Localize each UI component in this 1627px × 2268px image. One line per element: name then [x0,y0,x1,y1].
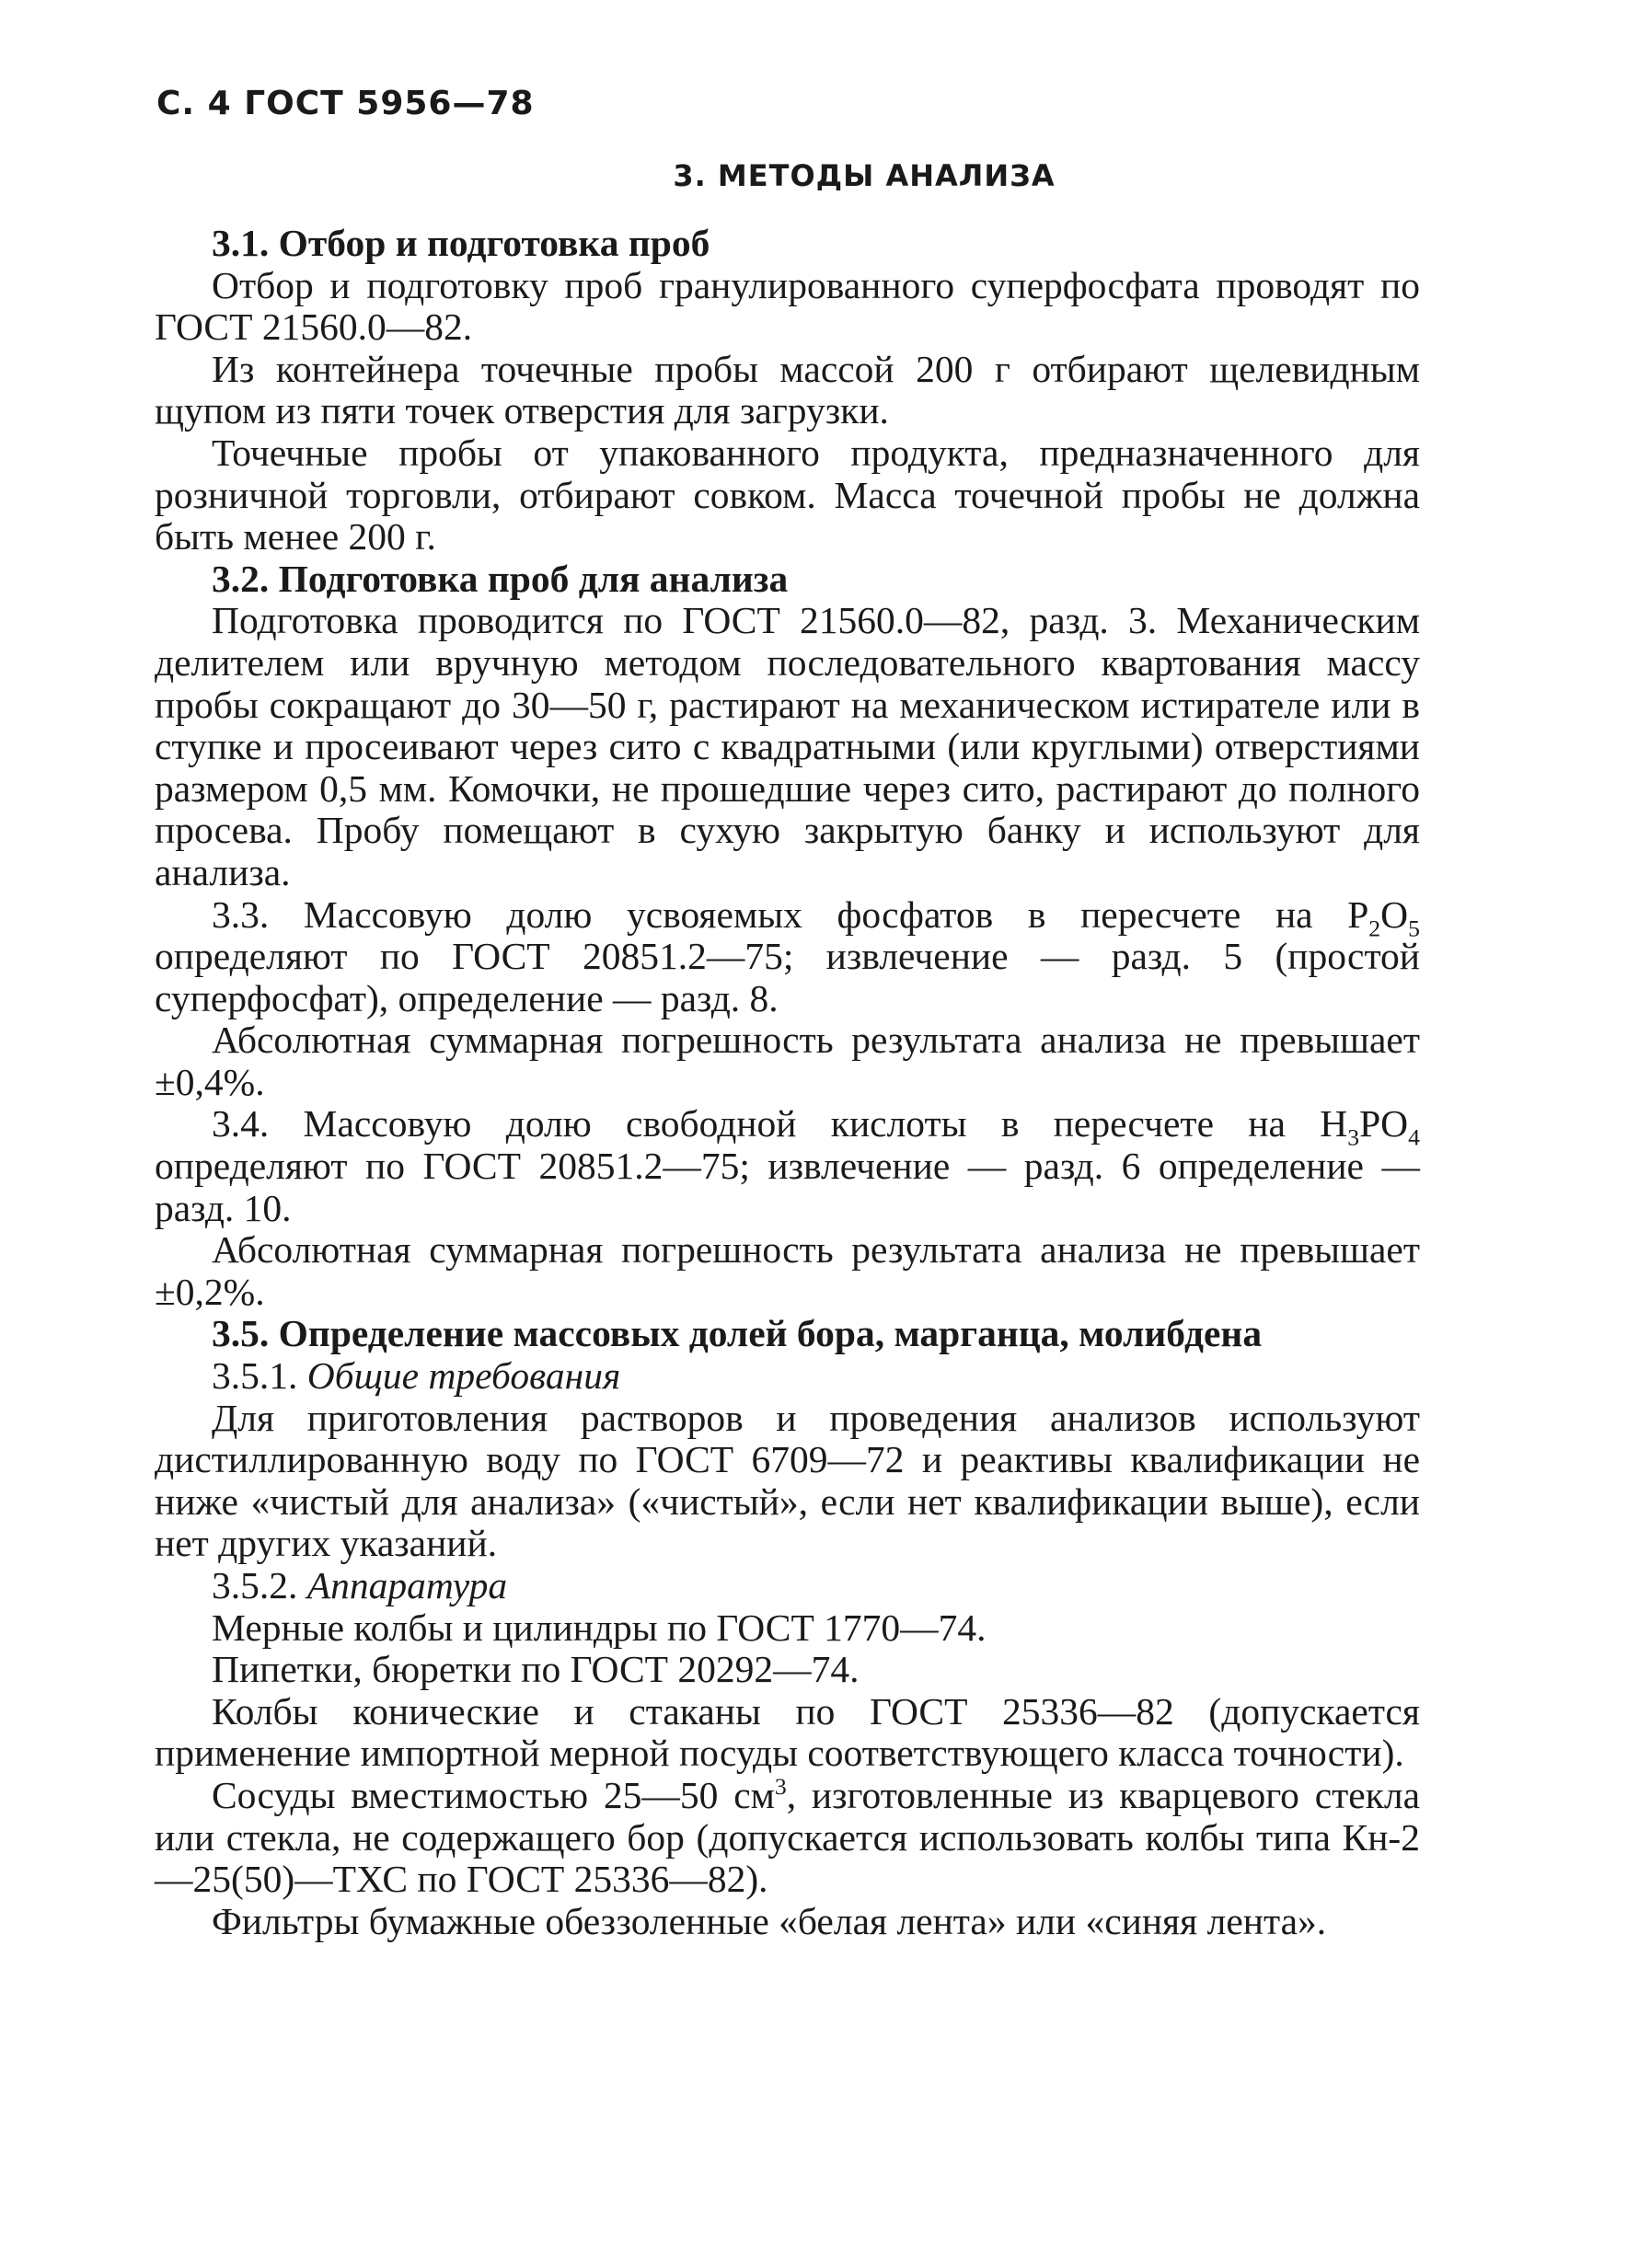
text-run: 3.3. Массовую долю усвояемых фосфатов в пересчете на P [212,892,1369,936]
section-title: 3. МЕТОДЫ АНАЛИЗА [673,158,1056,193]
paragraph: Абсолютная суммарная погрешность результата анализа не превышает ±0,2%. [155,1228,1420,1313]
subscript: 5 [1408,914,1420,941]
subscript: 2 [1368,914,1381,941]
paragraph: Мерные колбы и цилиндры по ГОСТ 1770—74. [212,1606,987,1649]
paragraph: Отбор и подготовку проб гранулированного суперфосфата проводят по ГОСТ 21560.0—82. [155,263,1420,349]
text-run: , изготовленные из кварцевого стекла или стекла, не содержащего бор (допускается использовать колбы типа Кн-2—25(50)—ТХС по ГОСТ 25336—82). [155,1773,1420,1901]
clause-number: 3.5.1. [212,1354,307,1398]
clause-3-5-heading: 3.5. Определение массовых долей бора, марганца, молибдена [212,1312,1263,1355]
text-run: определяют по ГОСТ 20851.2—75; извлечение — разд. 6 определение — разд. 10. [155,1145,1420,1229]
clause-title: Аппаратура [306,1564,508,1606]
text-run: Сосуды вместимостью 25—50 см [212,1773,775,1816]
clause-3-2-heading: 3.2. Подготовка проб для анализа [212,557,789,600]
subscript: 3 [1347,1123,1360,1151]
clause-3-3 [155,894,1420,1020]
paragraph: Для приготовления растворов и проведения анализов используют дистиллированную воду по ГОСТ 6709—72 и реактивы квалификации не ниже «чистый для анализа» («чистый», если нет квалификации выше), если нет других указаний. [155,1396,1420,1565]
running-head: С. 4 ГОСТ 5956—78 [156,85,535,122]
paragraph: Колбы конические и стаканы по ГОСТ 25336—82 (допускается применение импортной мерной посуды соответствующего класса точности). [155,1689,1420,1775]
text-run: O [1380,892,1409,936]
text-run: PO [1359,1102,1409,1146]
paragraph: Подготовка проводится по ГОСТ 21560.0—82, разд. 3. Механическим делителем или вручную методом последовательного квартования массу пробы сокращают до 30—50 г, растирают на механическом истирателе или в ступке и просеивают через сито с квадратными (или круглыми) отверстиями размером 0,5 мм. Комочки, не прошедшие через сито, растирают до полного просева. Пробу помещают в сухую закрытую банку и используют для анализа. [155,599,1420,893]
clause-3-5-2-heading [155,1565,1420,1607]
subscript: 4 [1408,1123,1420,1151]
clause-3-5-1-heading [155,1355,1420,1398]
text-run: 3.4. Массовую долю свободной кислоты в пересчете на H [212,1102,1348,1146]
paragraph: Пипетки, бюретки по ГОСТ 20292—74. [212,1648,860,1691]
text-run: определяют по ГОСТ 20851.2—75; извлечение — разд. 5 (простой суперфосфат), определение — разд. 8. [155,935,1420,1019]
clause-3-4 [155,1103,1420,1229]
paragraph: Абсолютная суммарная погрешность результата анализа не превышает ±0,4%. [155,1019,1420,1103]
clause-number: 3.5.2. [212,1564,307,1606]
clause-3-1-heading: 3.1. Отбор и подготовка проб [212,222,710,264]
paragraph [155,1775,1420,1901]
document-body [155,223,1420,1942]
superscript: 3 [774,1773,787,1801]
paragraph: Точечные пробы от упакованного продукта, предназначенного для розничной торговли, отбирают совком. Масса точечной пробы не должна быть менее 200 г. [155,431,1420,558]
paragraph: Фильтры бумажные обеззоленные «белая лента» или «синяя лента». [212,1899,1327,1942]
paragraph: Из контейнера точечные пробы массой 200 г отбирают щелевидным щупом из пяти точек отверстия для загрузки. [155,347,1420,432]
clause-title: Общие требования [306,1354,621,1398]
